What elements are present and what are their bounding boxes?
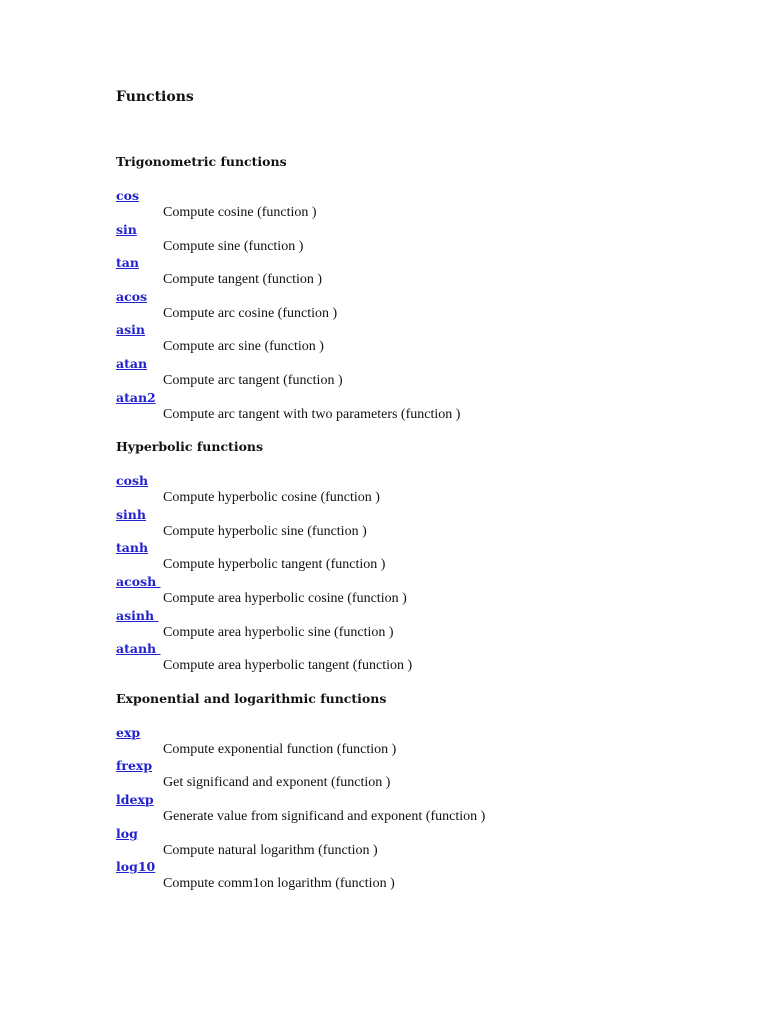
function-description: Compute arc sine (function ) [163, 339, 324, 355]
section-trigonometric [116, 154, 736, 423]
function-entry-sin [116, 222, 736, 256]
function-description: Generate value from significand and exponent (function ) [163, 808, 486, 824]
function-link-cosh[interactable]: cosh [116, 473, 149, 489]
function-description: Compute area hyperbolic tangent (function ) [163, 658, 413, 674]
function-entry-asinh [116, 608, 736, 642]
function-link-sin[interactable]: sin [116, 221, 137, 237]
function-entry-frexp [116, 758, 736, 792]
function-link-atan[interactable]: atan [116, 355, 148, 371]
function-list [116, 725, 736, 893]
section-exponential-logarithmic [116, 691, 736, 893]
function-link-log[interactable]: log [116, 825, 138, 841]
section-heading: Exponential and logarithmic functions [116, 690, 387, 706]
function-entry-log10 [116, 859, 736, 893]
function-entry-exp [116, 725, 736, 759]
function-entry-atan [116, 356, 736, 390]
function-entry-cosh [116, 473, 736, 507]
function-description: Compute sine (function ) [163, 238, 304, 254]
function-entry-tanh [116, 540, 736, 574]
function-description: Compute tangent (function ) [163, 272, 323, 288]
section-heading: Trigonometric functions [116, 154, 287, 169]
function-description: Compute cosine (function ) [163, 205, 317, 220]
section-hyperbolic [116, 439, 736, 675]
function-link-acosh[interactable]: acosh [116, 573, 161, 589]
function-link-tanh[interactable]: tanh [116, 540, 149, 556]
function-entry-atan2 [116, 390, 736, 424]
function-link-ldexp[interactable]: ldexp [116, 791, 154, 807]
function-link-tan[interactable]: tan [116, 255, 139, 271]
function-link-atanh[interactable]: atanh [116, 641, 161, 657]
function-list [116, 473, 736, 675]
function-description: Compute arc tangent with two parameters (function ) [163, 406, 461, 422]
document-page [116, 87, 736, 909]
function-link-atan2[interactable]: atan2 [116, 389, 156, 405]
function-list [116, 188, 736, 423]
function-description: Compute area hyperbolic sine (function ) [163, 624, 394, 640]
function-entry-tan [116, 255, 736, 289]
function-entry-acosh [116, 574, 736, 608]
function-link-sinh[interactable]: sinh [116, 506, 146, 522]
function-entry-sinh [116, 507, 736, 541]
function-description: Get significand and exponent (function ) [163, 775, 391, 791]
function-link-cos[interactable]: cos [116, 188, 139, 203]
function-entry-log [116, 826, 736, 860]
function-link-acos[interactable]: acos [116, 288, 148, 304]
function-description: Compute arc tangent (function ) [163, 372, 343, 388]
function-description: Compute exponential function (function ) [163, 741, 397, 757]
function-entry-ldexp [116, 792, 736, 826]
function-entry-atanh [116, 641, 736, 675]
function-description: Compute hyperbolic cosine (function ) [163, 490, 380, 506]
function-description: Compute arc cosine (function ) [163, 305, 338, 321]
function-description: Compute natural logarithm (function ) [163, 842, 378, 858]
page-title: Functions [116, 89, 194, 105]
function-entry-cos [116, 188, 736, 222]
function-link-log10[interactable]: log10 [116, 859, 156, 875]
function-description: Compute comm1on logarithm (function ) [163, 876, 395, 892]
function-link-frexp[interactable]: frexp [116, 758, 153, 774]
function-entry-asin [116, 322, 736, 356]
function-link-asinh[interactable]: asinh [116, 607, 159, 623]
function-description: Compute area hyperbolic cosine (function ) [163, 590, 407, 606]
section-heading: Hyperbolic functions [116, 439, 264, 455]
function-description: Compute hyperbolic sine (function ) [163, 523, 367, 539]
function-description: Compute hyperbolic tangent (function ) [163, 557, 386, 573]
function-link-asin[interactable]: asin [116, 322, 145, 338]
function-link-exp[interactable]: exp [116, 724, 141, 740]
function-entry-acos [116, 289, 736, 323]
